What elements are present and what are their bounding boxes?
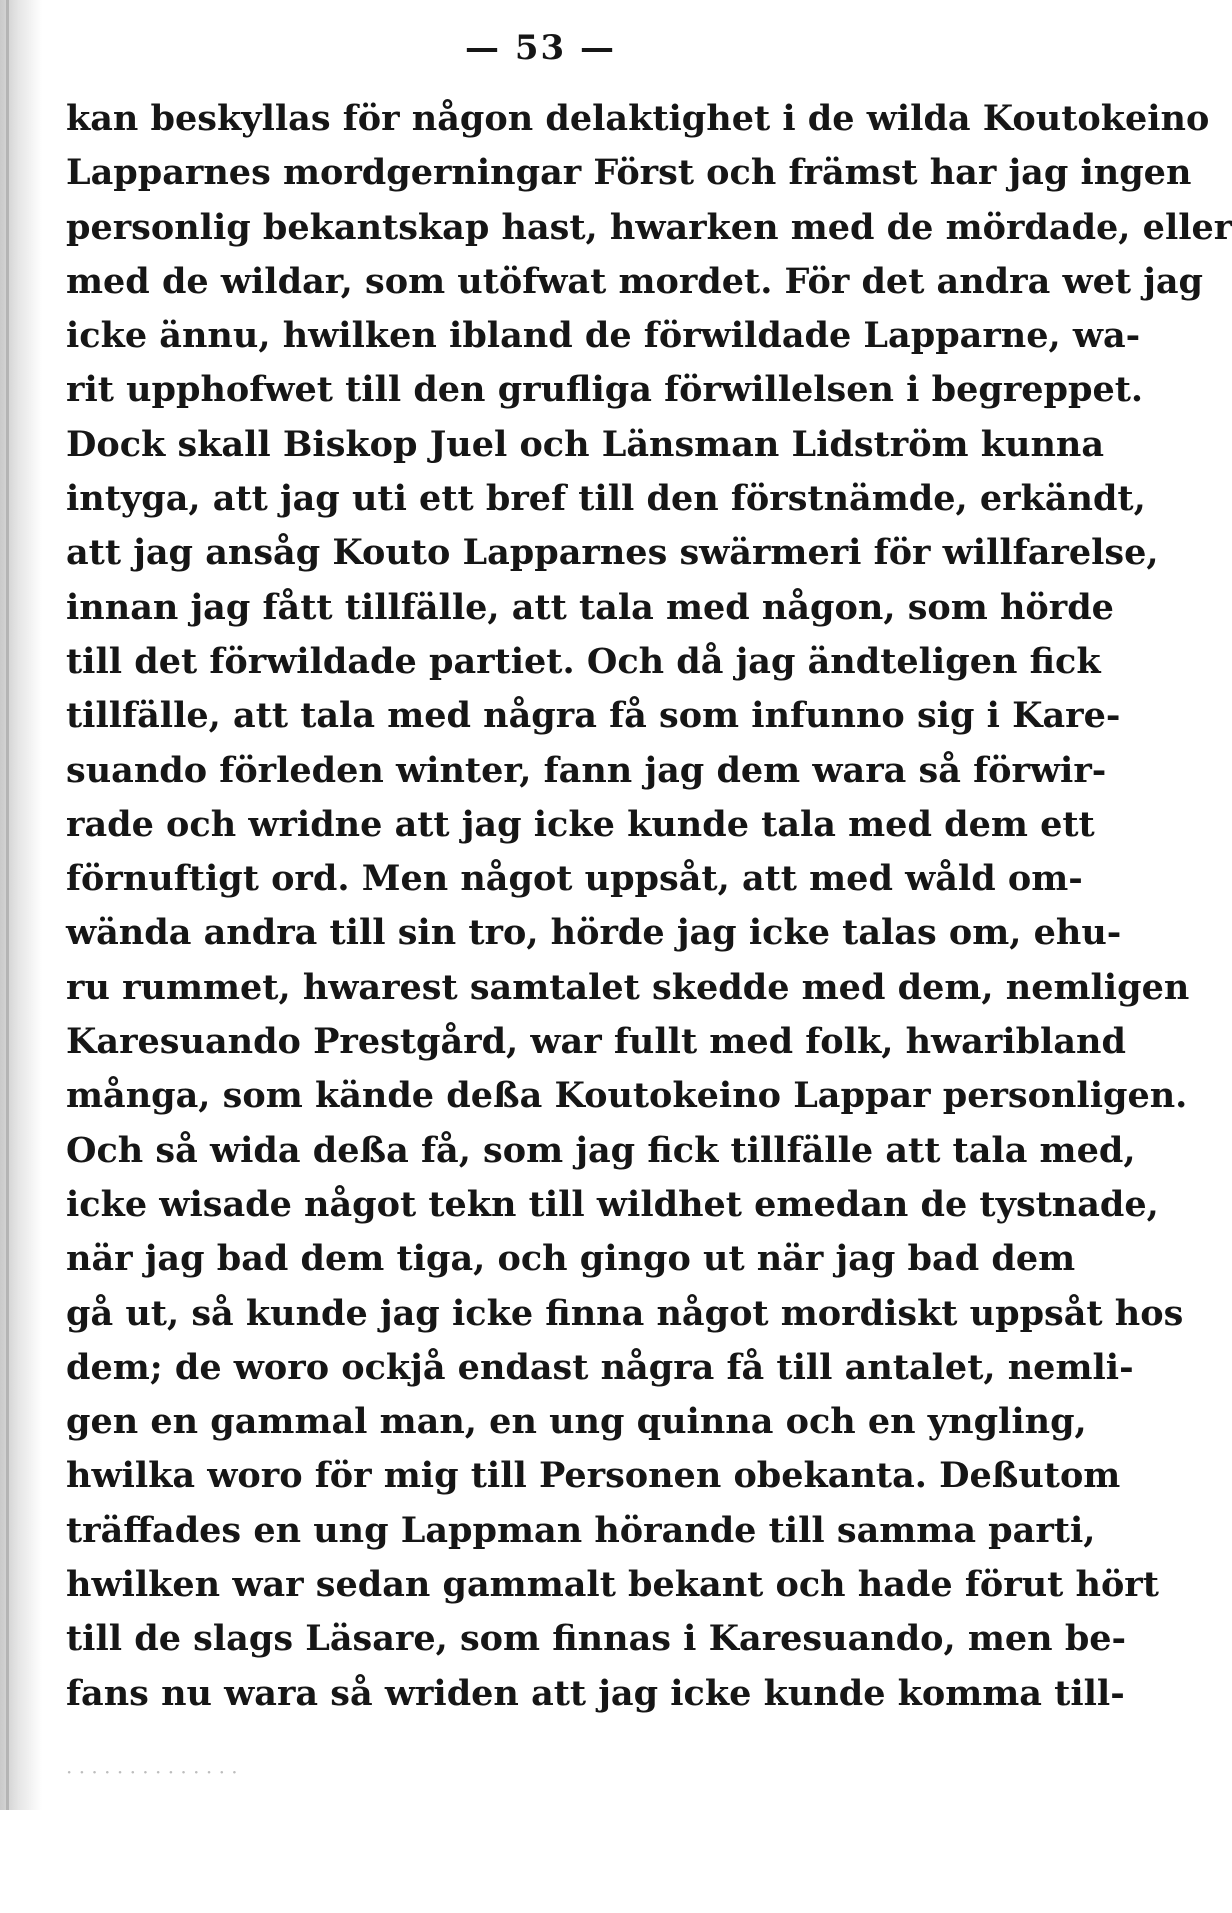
text-line: med de wildar, som utöfwat mordet. För det andra wet jag	[66, 260, 1204, 302]
text-line: förnuftigt ord. Men något uppsåt, att med wåld om-	[66, 858, 1083, 900]
text-line: gå ut, så kunde jag icke finna något mordiskt uppsåt hos	[66, 1292, 1184, 1334]
text-line: fans nu wara så wriden att jag icke kunde komma till-	[66, 1672, 1125, 1714]
body-text	[66, 92, 1232, 1721]
text-line: suando förleden winter, fann jag dem wara så förwir-	[66, 749, 1107, 791]
text-line: till de slags Läsare, som finnas i Karesuando, men be-	[66, 1618, 1127, 1660]
text-line: Dock skall Biskop Juel och Länsman Lidström kunna	[66, 423, 1105, 465]
text-line: rit upphofwet till den grufliga förwillelsen i begreppet.	[66, 369, 1144, 411]
text-line: när jag bad dem tiga, och gingo ut när jag bad dem	[66, 1238, 1076, 1280]
text-line: Karesuando Prestgård, war fullt med folk, hwaribland	[66, 1021, 1126, 1063]
text-line: träffades en ung Lappman hörande till samma parti,	[66, 1509, 1096, 1551]
page-number: — 53 —	[465, 28, 616, 68]
text-line: att jag ansåg Kouto Lapparnes swärmeri för willfarelse,	[66, 532, 1159, 574]
text-line: innan jag fått tillfälle, att tala med någon, som hörde	[66, 586, 1114, 628]
text-line: hwilken war sedan gammalt bekant och hade förut hört	[66, 1564, 1159, 1606]
text-line: kan beskyllas för någon delaktighet i de wilda Koutokeino	[66, 98, 1210, 139]
text-line: Lapparnes mordgerningar Först och främst har jag ingen	[66, 152, 1192, 194]
text-line: tillfälle, att tala med några få som infunno sig i Kare-	[66, 695, 1121, 737]
text-line: rade och wridne att jag icke kunde tala med dem ett	[66, 803, 1095, 845]
text-line: personlig bekantskap hast, hwarken med de mördade, eller	[66, 206, 1232, 248]
text-line: wända andra till sin tro, hörde jag icke talas om, ehu-	[66, 912, 1122, 954]
text-line: många, som kände deßa Koutokeino Lappar personligen.	[66, 1075, 1188, 1117]
text-line: hwilka woro för mig till Personen obekanta. Deßutom	[66, 1455, 1121, 1497]
text-line: icke ännu, hwilken ibland de förwildade Lapparne, wa-	[66, 315, 1141, 357]
text-line: dem; de woro ockjå endast några få till antalet, nemli-	[66, 1346, 1134, 1388]
text-line: intyga, att jag uti ett bref till den förstnämde, erkändt,	[66, 478, 1146, 520]
bottom-text-fragment: · · · · · · · · · · · · · ·	[66, 1760, 238, 1784]
text-line: ru rummet, hwarest samtalet skedde med dem, nemligen	[66, 966, 1190, 1008]
text-line: till det förwildade partiet. Och då jag ändteligen fick	[66, 640, 1101, 682]
text-line: gen en gammal man, en ung quinna och en yngling,	[66, 1401, 1087, 1443]
text-line: icke wisade något tekn till wildhet emedan de tystnade,	[66, 1183, 1159, 1225]
text-line: Och så wida deßa få, som jag fick tillfälle att tala med,	[66, 1129, 1136, 1171]
page-edge-line	[6, 0, 9, 1810]
